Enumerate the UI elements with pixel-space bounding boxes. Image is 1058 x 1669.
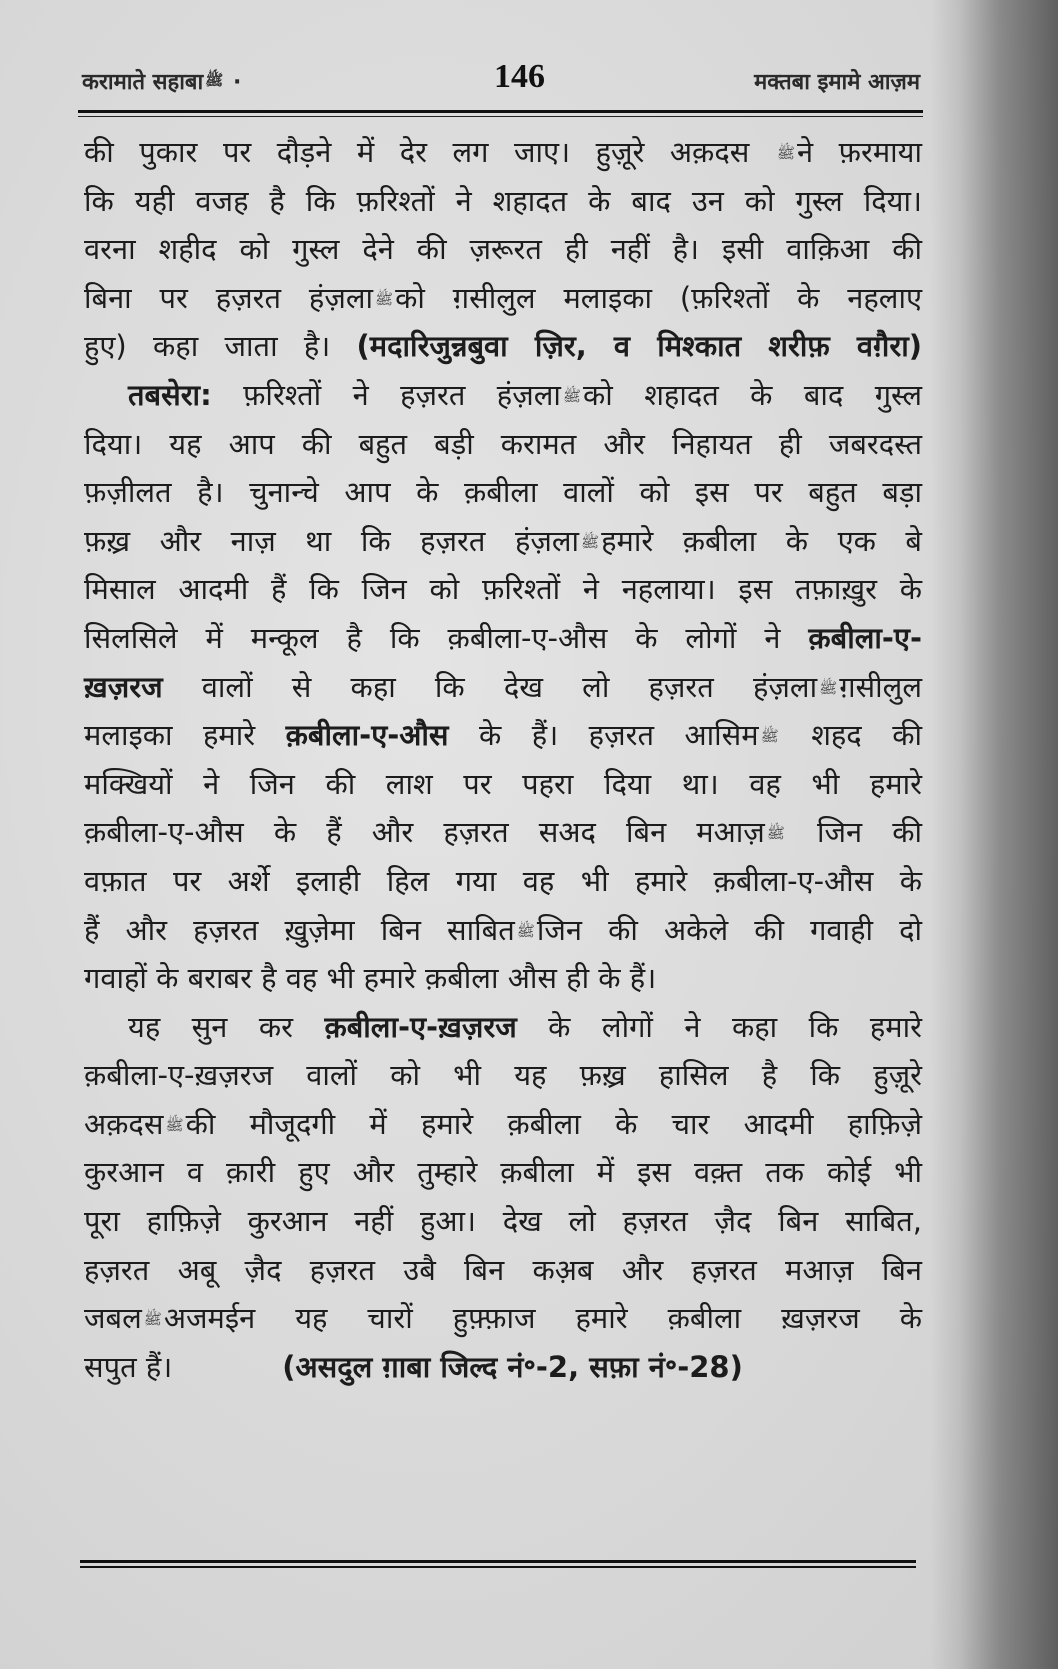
- text-line: [84, 565, 922, 614]
- header-rule-thick: [78, 110, 923, 113]
- text-line: [84, 517, 922, 566]
- honorific-mark-icon: ﷺ: [205, 71, 224, 89]
- text-line: [84, 322, 922, 371]
- text-segment: दिया। यह आप की बहुत बड़ी करामत और निहायत ही जबरदस्त: [84, 426, 922, 461]
- honorific-mark-icon: ﷺ: [776, 144, 795, 162]
- text-segment: अजमईन यह चारों हुफ़्फ़ाज हमारे क़बीला ख़ज़रज के: [163, 1301, 922, 1336]
- text-segment: यह सुन कर: [128, 1009, 325, 1044]
- text-line: [84, 857, 922, 906]
- honorific-mark-icon: ﷺ: [375, 289, 394, 308]
- text-segment: मिसाल आदमी हैं कि जिन को फ़रिश्तों ने नहलाया। इस तफ़ाख़ुर के: [84, 572, 922, 607]
- text-segment: की मौजूदगी में हमारे क़बीला के चार आदमी हाफ़िज़े: [185, 1106, 922, 1141]
- text-line: [84, 614, 922, 663]
- text-line: [84, 954, 922, 1003]
- text-segment: के हैं। हज़रत आसिम: [448, 718, 759, 753]
- honorific-mark-icon: ﷺ: [516, 921, 535, 940]
- text-segment: जिन की: [786, 815, 923, 850]
- bold-text: ख़ज़रज: [84, 669, 163, 704]
- text-segment: हज़रत अबू ज़ैद हज़रत उबै बिन कअ़ब और हज़रत मआज़ बिन: [84, 1252, 922, 1287]
- text-line: [84, 1100, 922, 1149]
- text-line: [84, 1294, 922, 1343]
- text-line: [84, 420, 922, 469]
- text-segment: मक्खियों ने जिन की लाश पर पहरा दिया था। वह भी हमारे: [84, 766, 922, 801]
- text-segment: के लोगों ने कहा कि हमारे: [516, 1009, 922, 1044]
- honorific-mark-icon: ﷺ: [760, 727, 779, 746]
- text-line: [84, 468, 922, 517]
- text-segment: वफ़ात पर अर्शे इलाही हिल गया वह भी हमारे क़बीला-ए-औस के: [84, 863, 922, 898]
- running-title-left: करामाते सहाबा ﷺ ·: [82, 70, 242, 95]
- text-segment: ग़सीलुल: [839, 669, 922, 704]
- bold-text: (मदारिजुन्नबुवा ज़िर, व मिश्कात शरीफ़ वग़ैरा): [356, 329, 923, 364]
- honorific-mark-icon: ﷺ: [766, 824, 785, 843]
- text-line: [84, 808, 922, 857]
- text-line: [84, 274, 922, 323]
- text-line: [84, 1246, 922, 1295]
- honorific-mark-icon: ﷺ: [581, 532, 600, 551]
- honorific-mark-icon: ﷺ: [819, 678, 838, 697]
- text-segment: कुरआन व क़ारी हुए और तुम्हारे क़बीला में इस वक़्त तक कोई भी: [84, 1155, 922, 1190]
- running-title-right: मक्तबा इमामे आज़म: [754, 70, 920, 95]
- text-line: [84, 1003, 922, 1052]
- bold-text: क़बीला-ए-औस: [285, 718, 449, 753]
- text-segment: वालों से कहा कि देख लो हज़रत हंज़ला: [162, 669, 818, 704]
- text-line: [84, 177, 922, 226]
- footer-rule-thick: [80, 1560, 916, 1563]
- page-number: 146: [494, 58, 545, 95]
- text-line: [84, 711, 922, 760]
- text-segment: कि यही वजह है कि फ़रिश्तों ने शहादत के बाद उन को गुस्ल दिया।: [84, 183, 922, 218]
- text-line: [84, 906, 922, 955]
- text-line: [84, 128, 922, 177]
- text-segment: हमारे क़बीला के एक बे: [601, 523, 922, 558]
- bold-text: तबसेरा:: [128, 377, 212, 412]
- text-segment: गवाहों के बराबर है वह भी हमारे क़बीला औस ही के हैं।: [84, 961, 657, 996]
- text-segment: पूरा हाफ़िज़े कुरआन नहीं हुआ। देख लो हज़रत ज़ैद बिन साबित,: [84, 1204, 922, 1239]
- bold-text: क़बीला-ए-ख़ज़रज: [324, 1009, 517, 1044]
- honorific-mark-icon: ﷺ: [562, 386, 582, 405]
- footer-rule-thin: [80, 1566, 916, 1568]
- text-segment: फ़ख़्र और नाज़ था कि हज़रत हंज़ला: [84, 523, 580, 558]
- text-segment: वरना शहीद को गुस्ल देने की ज़रूरत ही नहीं है। इसी वाक़िआ की: [84, 232, 922, 267]
- text-segment: क़बीला-ए-ख़ज़रज वालों को भी यह फ़ख़्र हासिल है कि हुज़ूरे: [84, 1058, 922, 1093]
- text-line: [84, 1148, 922, 1197]
- book-title: करामाते सहाबा: [82, 70, 204, 95]
- text-segment: अक़दस: [84, 1106, 164, 1141]
- honorific-mark-icon: ﷺ: [143, 1310, 162, 1329]
- text-segment: बिना पर हज़रत हंज़ला: [84, 280, 374, 315]
- text-segment: की पुकार पर दौड़ने में देर लग जाए। हुज़ूरे अक़दस: [84, 135, 775, 169]
- honorific-mark-icon: ﷺ: [165, 1115, 184, 1134]
- text-line: [84, 1051, 922, 1100]
- text-line: [84, 371, 922, 420]
- text-segment: फ़रिश्तों ने हज़रत हंज़ला: [211, 377, 561, 412]
- text-segment: हुए) कहा जाता है।: [84, 329, 357, 364]
- text-line: [84, 760, 922, 809]
- text-segment: शहद की: [780, 718, 922, 753]
- text-segment: ने फ़रमाया: [796, 135, 923, 169]
- text-segment: हैं और हज़रत ख़ुज़ेमा बिन साबित: [84, 912, 515, 947]
- text-segment: सिलसिले में मन्कूल है कि क़बीला-ए-औस के लोगों ने: [84, 620, 809, 655]
- text-line: [84, 1197, 922, 1246]
- text-segment: जबल: [84, 1301, 142, 1336]
- text-segment: जिन की अकेले की गवाही दो: [536, 912, 922, 947]
- text-segment: क़बीला-ए-औस के हैं और हज़रत सअद बिन मआज़: [84, 815, 765, 850]
- text-segment: फ़ज़ीलत है। चुनान्चे आप के क़बीला वालों को इस पर बहुत बड़ा: [84, 475, 922, 510]
- header-rule-thin: [78, 116, 923, 117]
- page-header: [82, 58, 920, 106]
- text-segment: को ग़सीलुल मलाइका (फ़रिश्तों के नहलाए: [395, 280, 922, 315]
- text-line: [84, 663, 922, 712]
- body-text: [84, 128, 922, 1391]
- text-line: [84, 225, 922, 274]
- closing-text: सपुत हैं।: [84, 1349, 173, 1384]
- source-citation: (असदुल ग़ाबा जिल्द नं॰-2, सफ़ा नं॰-28): [282, 1349, 743, 1384]
- text-segment: को शहादत के बाद गुस्ल: [583, 377, 922, 412]
- bold-text: क़बीला-ए-: [808, 620, 922, 655]
- text-segment: मलाइका हमारे: [84, 718, 286, 753]
- closing-line: [84, 1343, 922, 1392]
